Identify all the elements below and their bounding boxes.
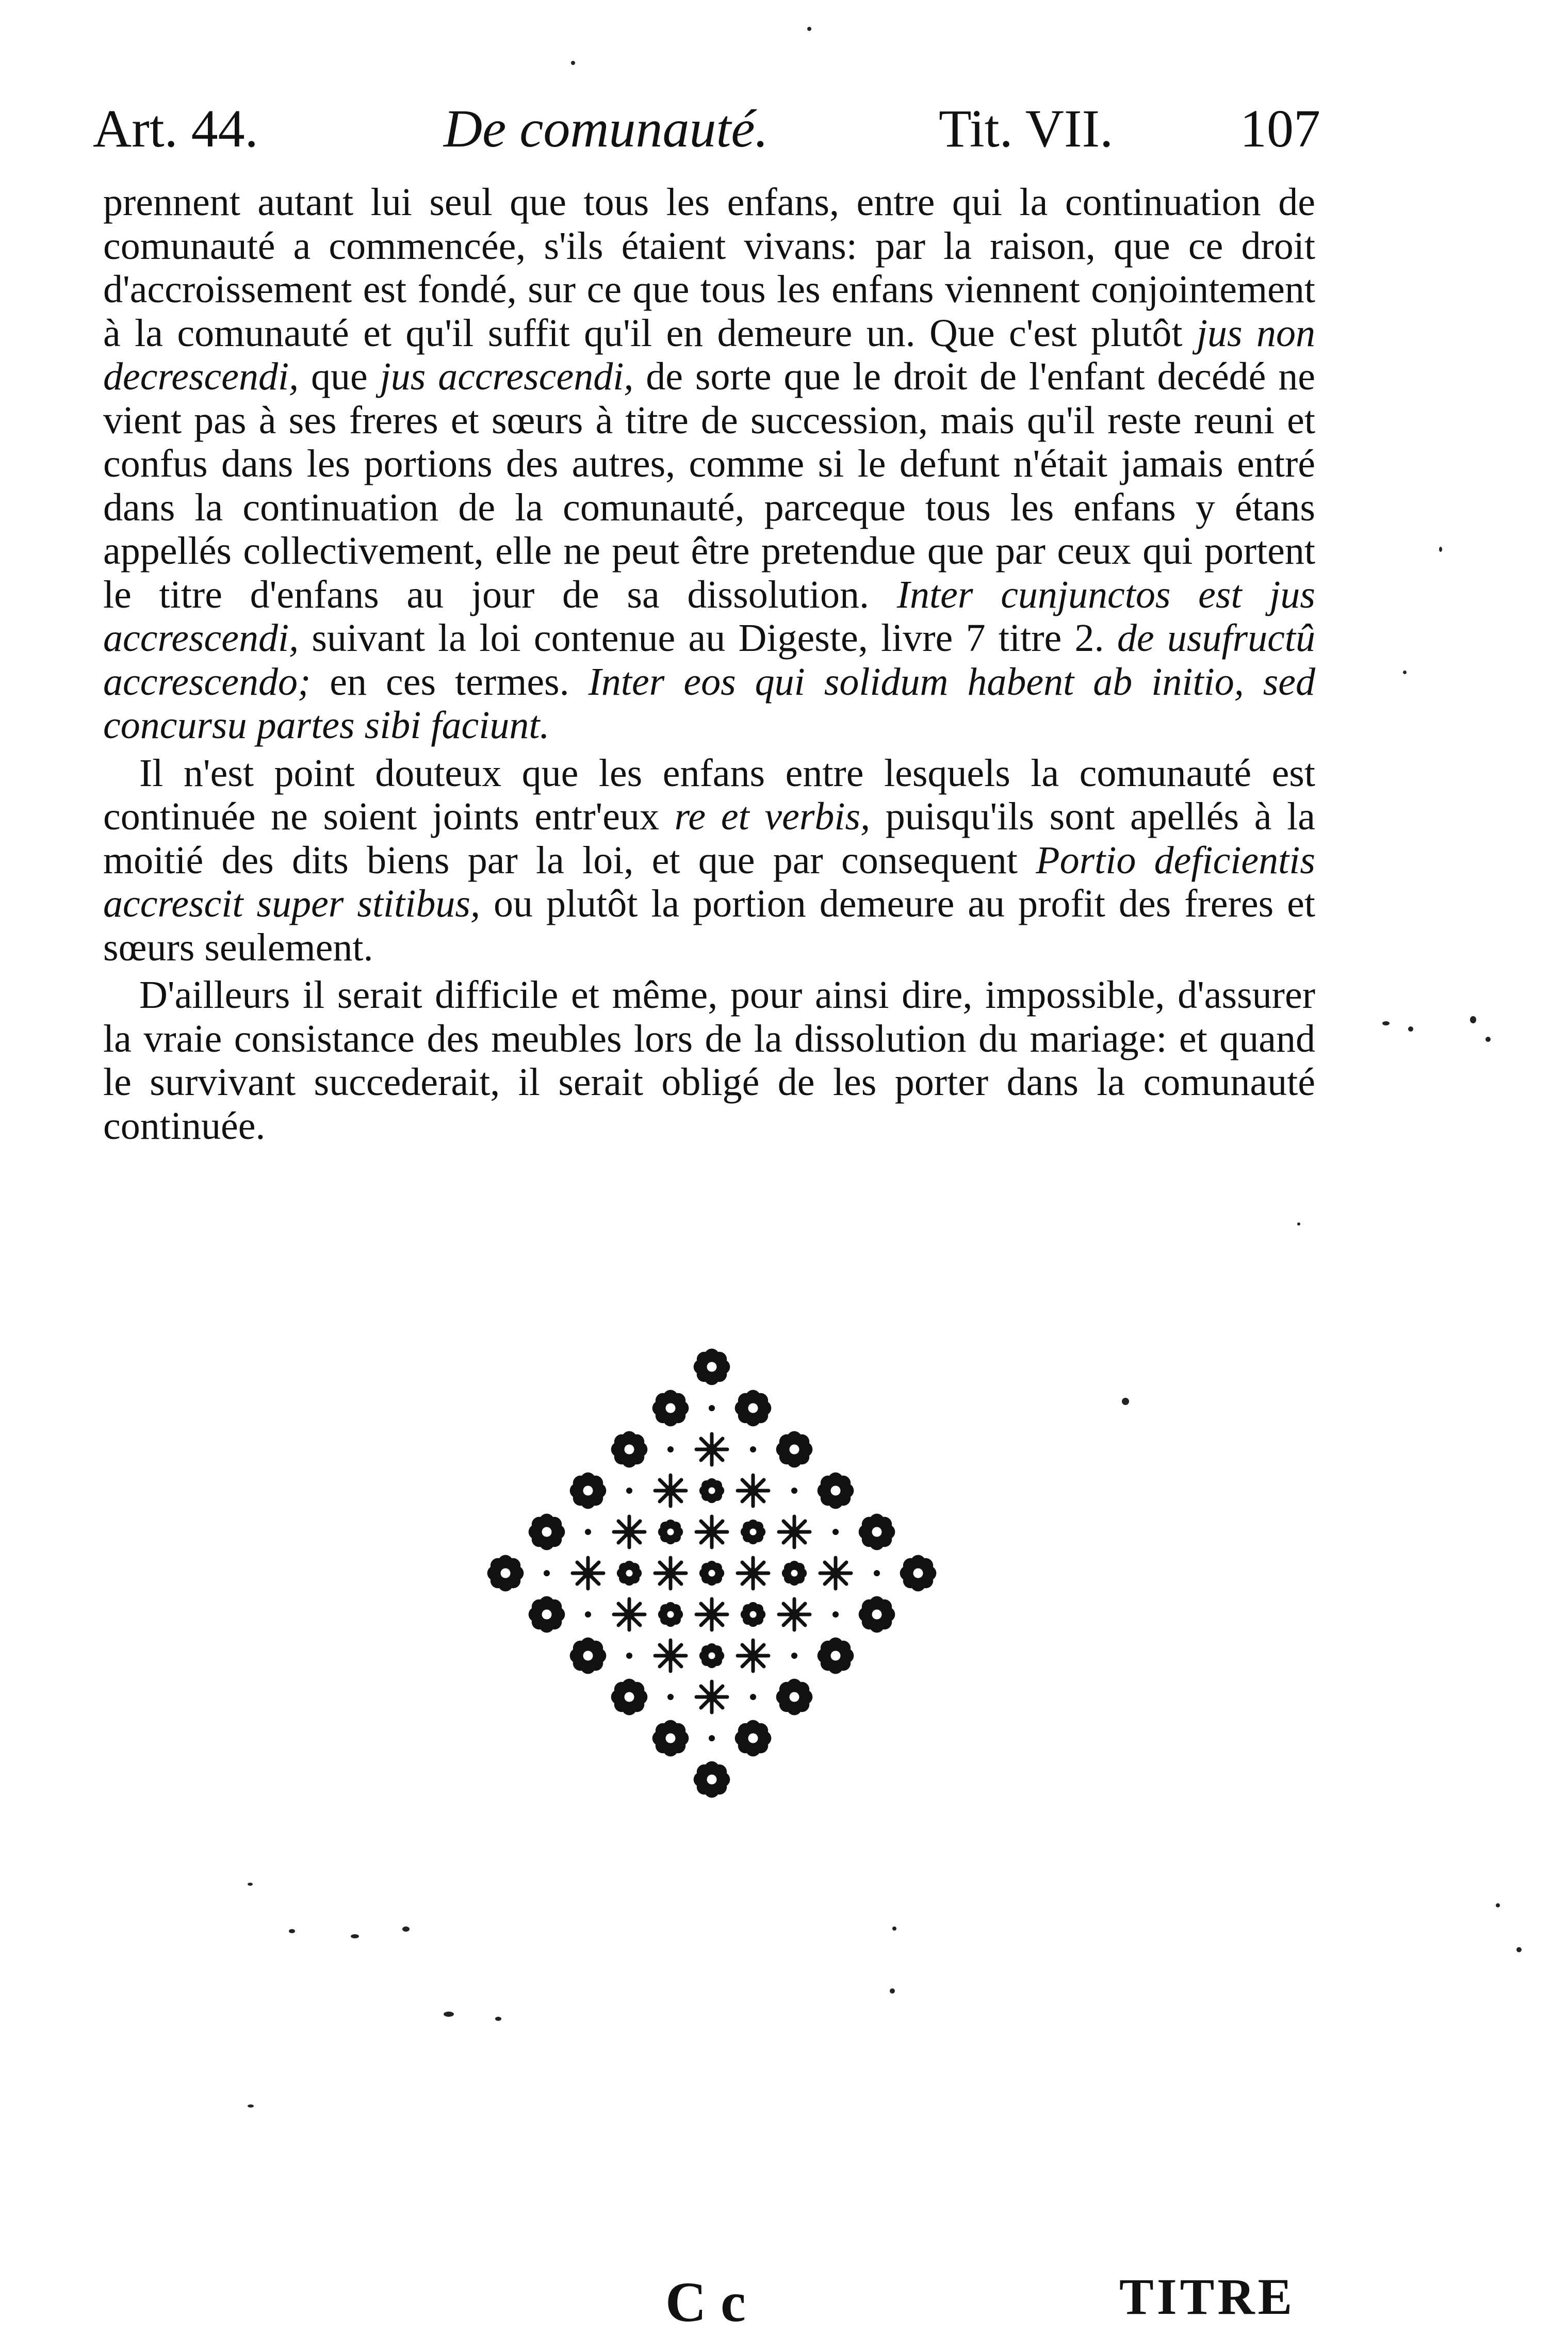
rosette-motif: [818, 1638, 854, 1674]
print-speck: [807, 27, 811, 31]
rosette-motif: [699, 1561, 724, 1586]
print-speck: [890, 1988, 895, 1994]
print-speck: [1403, 671, 1407, 674]
text-run: D'ailleurs il serait difficile et même, pour ainsi dire, impossible, d'assurer la vraie consistance des meubles lors de la dissolution du mariage: et quand le survivant succederait, il serait obligé de les porter dans la comunauté continuée.: [103, 973, 1315, 1148]
rosette-motif: [694, 1761, 730, 1798]
rosette-motif: [611, 1431, 648, 1468]
rosette-motif: [617, 1561, 642, 1586]
print-speck: [1496, 1903, 1500, 1907]
running-title: De comunauté.: [444, 99, 769, 158]
print-speck: [444, 2012, 454, 2017]
lattice-dot: [626, 1488, 632, 1494]
rosette-motif: [570, 1473, 607, 1509]
print-speck: [1516, 1947, 1522, 1952]
lattice-dot: [585, 1529, 591, 1535]
print-speck: [351, 1934, 359, 1938]
print-speck: [248, 1883, 253, 1886]
star-motif: [738, 1640, 769, 1671]
latin-phrase: Inter cunjunctos est jus accrescendi,: [103, 573, 1315, 660]
rosette-motif: [741, 1520, 765, 1544]
latin-phrase: Inter eos qui solidum habent ab initio, sed concursu partes sibi faciunt.: [103, 660, 1316, 747]
lattice-dot: [667, 1446, 674, 1452]
print-speck: [1470, 1016, 1476, 1023]
body-text: [103, 181, 1315, 1148]
rosette-motif: [487, 1555, 524, 1592]
rosette-motif: [900, 1555, 937, 1592]
rosette-motif: [658, 1520, 683, 1544]
lattice-dot: [832, 1529, 839, 1535]
rosette-motif: [776, 1679, 813, 1716]
diamond-lattice-ornament: [464, 1320, 959, 1826]
lattice-dot: [709, 1735, 715, 1741]
text-run: de sorte que le droit de l'enfant decédé ne vient pas à ses freres et sœurs à titre de succession, mais qu'il reste reuni et confus dans les portions des autres, comme si le defunt n'était jamais entré dans la continuation de la comunauté, parceque tous les enfans y étans appellés collectivement, elle ne peut être pretendue que par ceux qui portent le titre d'enfans au jour de sa dissolution.: [103, 355, 1315, 616]
star-motif: [655, 1640, 686, 1671]
star-motif: [655, 1475, 686, 1506]
text-run: ou plutôt la portion demeure au profit des freres et sœurs seulement.: [103, 882, 1315, 969]
print-speck: [248, 2104, 254, 2108]
text-run: en ces termes.: [311, 660, 589, 704]
rosette-motif: [529, 1596, 565, 1633]
lattice-dot: [791, 1653, 797, 1659]
print-speck: [571, 61, 575, 65]
lattice-dot: [544, 1570, 550, 1576]
rosette-motif: [694, 1349, 730, 1385]
section-number: Tit. VII.: [939, 99, 1114, 158]
star-motif: [738, 1475, 769, 1506]
star-motif: [573, 1558, 603, 1589]
rosette-motif: [652, 1720, 689, 1757]
star-motif: [696, 1599, 727, 1630]
running-header: [93, 98, 1320, 170]
star-motif: [655, 1558, 686, 1589]
text-run: Il n'est point douteux que les enfans entre lesquels la comunauté est continuée ne soient joints entr'eux: [103, 751, 1315, 838]
page-number: 107: [1240, 99, 1320, 158]
lattice-dot: [874, 1570, 880, 1576]
latin-phrase: jus accrescendi,: [380, 355, 634, 398]
rosette-motif: [776, 1431, 813, 1468]
lattice-dot: [832, 1611, 839, 1618]
lattice-dot: [791, 1488, 797, 1494]
print-speck: [495, 2017, 501, 2021]
star-motif: [738, 1558, 769, 1589]
rosette-motif: [741, 1602, 765, 1627]
rosette-motif: [818, 1473, 854, 1509]
rosette-motif: [782, 1561, 807, 1586]
star-motif: [696, 1681, 727, 1712]
rosette-motif: [611, 1679, 648, 1716]
rosette-motif: [652, 1390, 689, 1427]
paragraph: [103, 973, 1315, 1148]
rosette-motif: [529, 1514, 565, 1550]
lattice-dot: [585, 1611, 591, 1618]
print-speck: [1439, 547, 1442, 552]
text-run: que: [299, 355, 380, 398]
print-speck: [892, 1926, 896, 1931]
print-speck: [402, 1926, 410, 1932]
paragraph: [103, 181, 1315, 747]
latin-phrase: de usufructû accrescendo;: [103, 616, 1315, 704]
star-motif: [820, 1558, 851, 1589]
print-speck: [1297, 1222, 1300, 1226]
lattice-dot: [709, 1405, 715, 1411]
star-motif: [779, 1599, 810, 1630]
rosette-motif: [699, 1643, 724, 1668]
rosette-motif: [570, 1638, 607, 1674]
latin-phrase: Portio deficientis accrescit super stitibus,: [103, 838, 1315, 925]
article-number: Art. 44.: [93, 99, 258, 158]
print-speck: [1485, 1037, 1491, 1042]
star-motif: [696, 1434, 727, 1465]
catchword: TITRE: [1119, 2268, 1296, 2325]
printer-signature: C c: [665, 2271, 746, 2333]
rosette-motif: [859, 1596, 895, 1633]
star-motif: [779, 1516, 810, 1547]
print-speck: [289, 1929, 295, 1933]
star-motif: [614, 1599, 645, 1630]
text-run: prennent autant lui seul que tous les enfans, entre qui la continuation de comunauté a commencée, s'ils étaient vivans: par la raison, que ce droit d'accroissement est fondé, sur ce que tous les enfans viennent conjointement à la comunauté et qu'il suffit qu'il en demeure un. Que c'est plutôt: [103, 181, 1315, 355]
rosette-motif: [735, 1720, 772, 1757]
rosette-motif: [658, 1602, 683, 1627]
latin-phrase: jus non decrescendi,: [103, 311, 1315, 398]
paragraph: [103, 752, 1315, 970]
lattice-dot: [750, 1694, 756, 1700]
text-run: puisqu'ils sont apellés à la moitié des dits biens par la loi, et que par consequent: [103, 795, 1315, 882]
rosette-motif: [699, 1478, 724, 1503]
latin-phrase: re et verbis,: [674, 795, 871, 838]
print-speck: [1382, 1021, 1390, 1025]
print-speck: [1408, 1026, 1413, 1032]
lattice-dot: [667, 1694, 674, 1700]
star-motif: [614, 1516, 645, 1547]
print-speck: [1122, 1398, 1129, 1405]
rosette-motif: [735, 1390, 772, 1427]
lattice-dot: [626, 1653, 632, 1659]
lattice-dot: [750, 1446, 756, 1452]
star-motif: [696, 1516, 727, 1547]
rosette-motif: [859, 1514, 895, 1550]
text-run: suivant la loi contenue au Digeste, livre 7 titre 2.: [299, 616, 1117, 660]
